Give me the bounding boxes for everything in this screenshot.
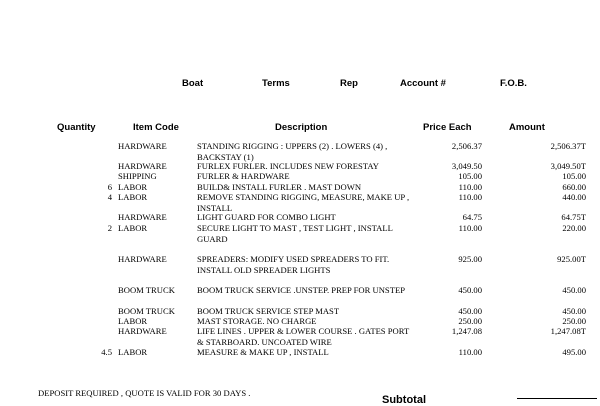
row-description: BUILD& INSTALL FURLER . MAST DOWN [197, 182, 362, 192]
row-item-code: HARDWARE [118, 326, 167, 336]
row-amount: 450.00 [562, 306, 586, 316]
row-item-code: HARDWARE [118, 161, 167, 171]
column-item-code: Item Code [133, 122, 179, 133]
row-price: 64.75 [462, 212, 482, 222]
row-description: MAST STORAGE. NO CHARGE [197, 316, 317, 326]
row-amount: 3,049.50T [550, 161, 586, 171]
row-item-code: BOOM TRUCK [118, 306, 175, 316]
row-price: 110.00 [458, 347, 482, 357]
row-item-code: HARDWARE [118, 212, 167, 222]
row-description: STANDING RIGGING : UPPERS (2) . LOWERS (4) , BACKSTAY (1) [197, 141, 388, 162]
row-price: 250.00 [458, 316, 482, 326]
row-description: FURLER & HARDWARE [197, 171, 290, 181]
row-description: FURLEX FURLER. INCLUDES NEW FORESTAY [197, 161, 379, 171]
row-item-code: HARDWARE [118, 141, 167, 151]
header-rep: Rep [340, 78, 358, 89]
row-description: REMOVE STANDING RIGGING, MEASURE, MAKE UP , INSTALL [197, 192, 410, 213]
row-description: BOOM TRUCK SERVICE .UNSTEP. PREP FOR UNSTEP [197, 285, 405, 295]
row-description: SECURE LIGHT TO MAST , TEST LIGHT , INSTALL GUARD [197, 223, 393, 244]
row-amount: 64.75T [561, 212, 586, 222]
row-price: 3,049.50 [451, 161, 482, 171]
row-quantity: 6 [107, 182, 112, 192]
row-price: 2,506.37 [451, 141, 482, 151]
subtotal-label: Subtotal [382, 394, 426, 406]
row-amount: 105.00 [562, 171, 586, 181]
header-account: Account # [400, 78, 446, 89]
row-item-code: LABOR [118, 182, 148, 192]
row-price: 105.00 [458, 171, 482, 181]
row-description: SPREADERS: MODIFY USED SPREADERS TO FIT. INSTALL OLD SPREADER LIGHTS [197, 254, 390, 275]
deposit-note: DEPOSIT REQUIRED , QUOTE IS VALID FOR 30 DAYS . [38, 388, 251, 398]
row-item-code: LABOR [118, 223, 148, 233]
row-price: 450.00 [458, 285, 482, 295]
row-item-code: BOOM TRUCK [118, 285, 175, 295]
row-amount: 660.00 [562, 182, 586, 192]
row-quantity: 4 [107, 192, 112, 202]
row-description: LIGHT GUARD FOR COMBO LIGHT [197, 212, 336, 222]
row-amount: 925.00T [557, 254, 586, 264]
row-amount: 2,506.37T [550, 141, 586, 151]
row-description: MEASURE & MAKE UP , INSTALL [197, 347, 329, 357]
row-amount: 440.00 [562, 192, 586, 202]
header-fob: F.O.B. [500, 78, 527, 89]
header-boat: Boat [182, 78, 204, 89]
column-description: Description [275, 122, 328, 133]
row-description: LIFE LINES . UPPER & LOWER COURSE . GATES PORT & STARBOARD. UNCOATED WIRE [197, 326, 410, 347]
header-terms: Terms [262, 78, 290, 89]
column-amount: Amount [509, 122, 545, 133]
row-price: 110.00 [458, 182, 482, 192]
row-amount: 250.00 [562, 316, 586, 326]
row-item-code: LABOR [118, 347, 148, 357]
row-price: 110.00 [458, 192, 482, 202]
row-quantity: 2 [107, 223, 112, 233]
row-amount: 450.00 [562, 285, 586, 295]
row-amount: 220.00 [562, 223, 586, 233]
row-quantity: 4.5 [101, 347, 112, 357]
row-item-code: HARDWARE [118, 254, 167, 264]
row-item-code: LABOR [118, 316, 148, 326]
row-amount: 495.00 [562, 347, 586, 357]
row-description: BOOM TRUCK SERVICE STEP MAST [197, 306, 340, 316]
row-price: 110.00 [458, 223, 482, 233]
row-amount: 1,247.08T [550, 326, 586, 336]
column-quantity: Quantity [57, 122, 96, 133]
row-item-code: LABOR [118, 192, 148, 202]
row-price: 450.00 [458, 306, 482, 316]
row-price: 1,247.08 [451, 326, 482, 336]
row-price: 925.00 [458, 254, 482, 264]
row-item-code: SHIPPING [118, 171, 157, 181]
subtotal-rule [517, 398, 597, 399]
column-price-each: Price Each [423, 122, 472, 133]
